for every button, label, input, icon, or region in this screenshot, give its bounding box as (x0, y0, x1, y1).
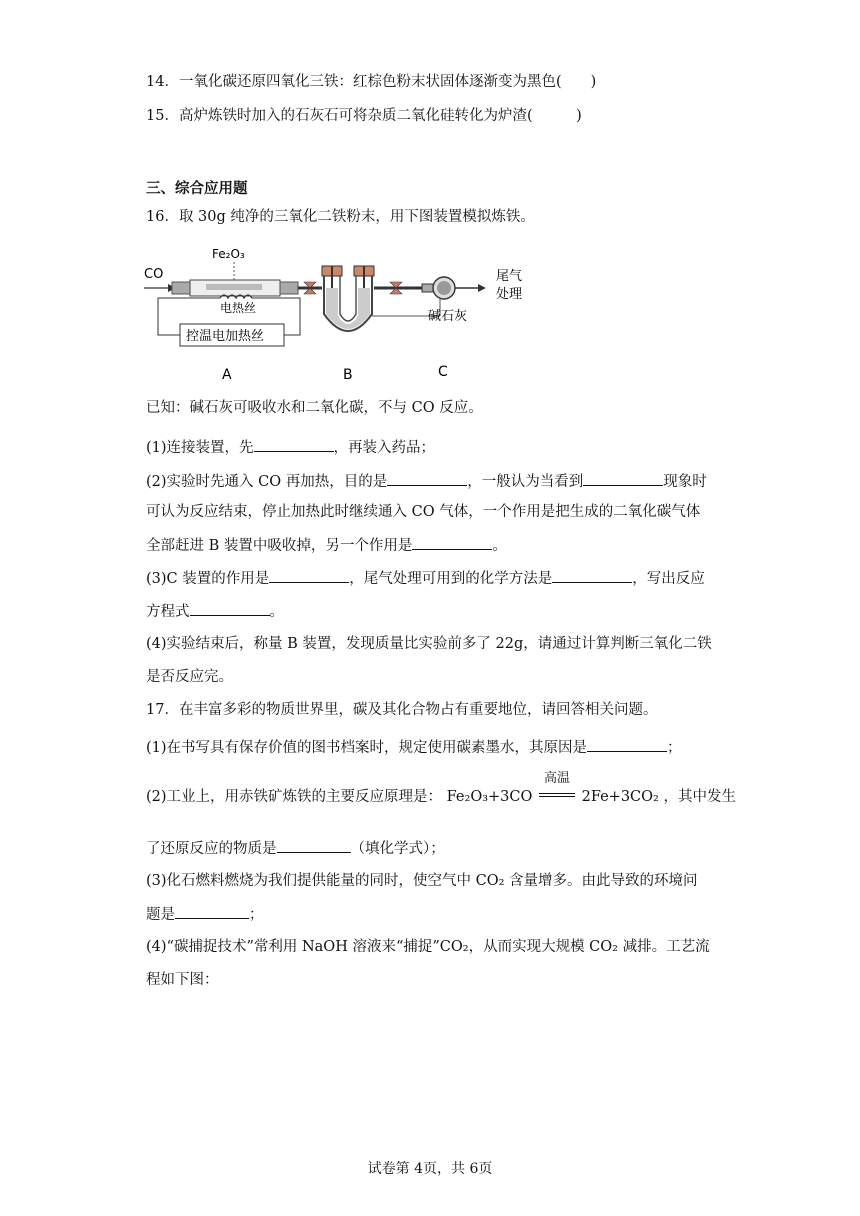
answer-blank[interactable] (552, 567, 632, 583)
q17-part1: (1)在书写具有保存价值的图书档案时，规定使用碳素墨水，其原因是 ； (146, 736, 682, 758)
q16-part2-line1: (2)实验时先通入 CO 再加热，目的是 ，一般认为当看到 现象时 (146, 470, 707, 492)
q17-part4-line2: 程如下图： (146, 972, 219, 988)
wire-label: 电热丝 (220, 301, 257, 315)
fe2o3-powder (206, 284, 262, 290)
u-tube-b-inner (340, 276, 356, 321)
exhaust-arrowhead (478, 284, 486, 292)
control-label: 控温电加热丝 (186, 329, 265, 344)
label-b: B (343, 367, 353, 383)
q17-part3-line2: 题是 ； (146, 903, 264, 925)
q16-part4-line2: 是否反应完。 (146, 669, 233, 685)
exhaust-label-line2: 处理 (496, 287, 523, 302)
tube-a-left-stopper (172, 282, 190, 294)
question-14: 14．一氧化碳还原四氧化三铁：红棕色粉末状固体逐渐变为黑色( ) (146, 74, 597, 90)
answer-blank[interactable] (412, 534, 492, 550)
reaction-condition: 高温 (537, 787, 577, 807)
soda-lime-label: 碱石灰 (428, 309, 468, 324)
q17-part2-line2: 了还原反应的物质是 （填化学式）； (146, 837, 445, 859)
equals-sign (539, 793, 575, 797)
answer-blank[interactable] (269, 567, 349, 583)
answer-blank[interactable] (175, 903, 249, 919)
section-title: 三、综合应用题 (146, 180, 248, 197)
answer-blank[interactable] (190, 600, 270, 616)
co-label: CO (144, 267, 164, 282)
page-footer: 试卷第 4页，共 6页 (367, 1161, 493, 1177)
soda-lime-granules (437, 281, 451, 295)
q17-part4-line1: (4)“碳捕捉技术”常利用 NaOH 溶液来“捕捉”CO₂，从而实现大规模 CO₂ 减排。工艺流 (146, 939, 710, 955)
label-c: C (438, 364, 448, 380)
answer-blank[interactable] (587, 736, 667, 752)
question-16-stem: 16．取 30g 纯净的三氧化二铁粉末，用下图装置模拟炼铁。 (146, 209, 535, 225)
q16-part2-line3: 全部赶进 B 装置中吸收掉，另一个作用是 。 (146, 534, 507, 556)
fe2o3-label: Fe₂O₃ (212, 247, 245, 261)
q17-part3-line1: (3)化石燃料燃烧为我们提供能量的同时，使空气中 CO₂ 含量增多。由此导致的环境问 (146, 873, 698, 889)
answer-blank[interactable] (583, 470, 663, 486)
answer-blank[interactable] (277, 837, 351, 853)
answer-blank[interactable] (387, 470, 467, 486)
ironmaking-apparatus-diagram (140, 236, 540, 386)
q16-part4-line1: (4)实验结束后，称量 B 装置，发现质量比实验前多了 22g，请通过计算判断三氧化二铁 (146, 636, 712, 652)
q16-part3-line2: 方程式 。 (146, 600, 284, 622)
reaction-equation: Fe₂O₃+3CO 高温 2Fe+3CO₂ (446, 771, 659, 805)
question-15: 15．高炉炼铁时加入的石灰石可将杂质二氧化硅转化为炉渣( ) (146, 108, 582, 124)
exhaust-label-line1: 尾气 (496, 269, 523, 284)
q16-known: 已知：碱石灰可吸收水和二氧化碳，不与 CO 反应。 (146, 400, 483, 416)
q16-part3-line1: (3)C 装置的作用是 ，尾气处理可用到的化学方法是 ，写出反应 (146, 567, 705, 589)
label-a: A (222, 367, 232, 383)
question-17-stem: 17．在丰富多彩的物质世界里，碳及其化合物占有重要地位，请回答相关问题。 (146, 702, 658, 718)
q16-part2-line2: 可认为反应结束，停止加热此时继续通入 CO 气体，一个作用是把生成的二氧化碳气体 (146, 504, 701, 520)
q16-part1: (1)连接装置，先 ，再装入药品； (146, 436, 435, 458)
drying-tube-c-neck (422, 284, 434, 292)
q17-part2: (2)工业上，用赤铁矿炼铁的主要反应原理是： Fe₂O₃+3CO 高温 2Fe+3CO₂ ，其中发生 (146, 771, 736, 805)
answer-blank[interactable] (254, 436, 334, 452)
tube-a-right-stopper (280, 282, 298, 294)
